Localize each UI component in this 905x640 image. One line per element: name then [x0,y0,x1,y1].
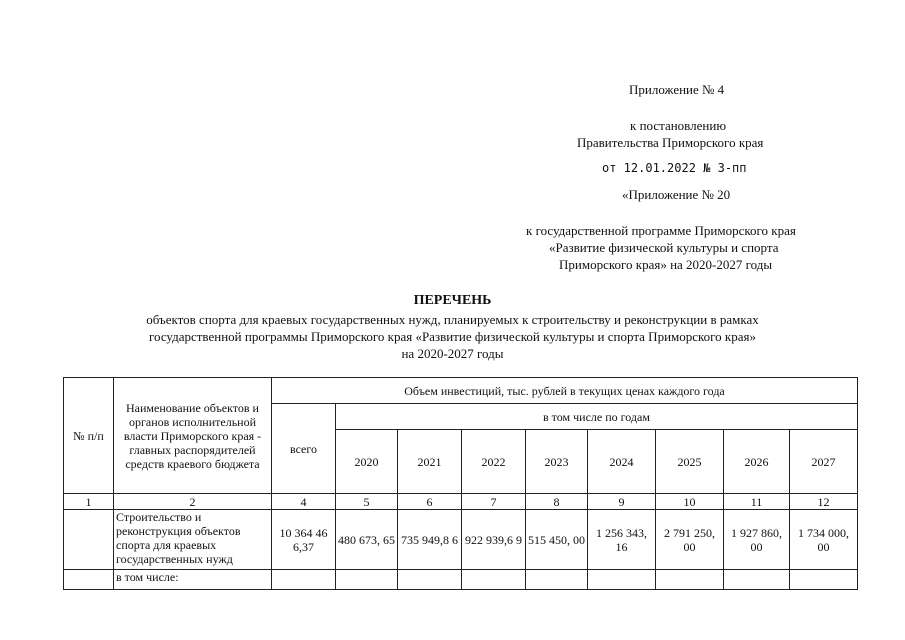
year-2023: 2023 [526,430,588,494]
year-2021: 2021 [398,430,462,494]
row-value-2020: 480 673, 65 [336,510,398,570]
document-subtitle-3: на 2020-2027 годы [401,346,504,361]
table-row [64,570,858,590]
empty-cell [398,570,462,590]
empty-cell [462,570,526,590]
year-2022: 2022 [462,430,526,494]
empty-cell [272,570,336,590]
col-number: 12 [790,494,858,510]
row-no [64,570,114,590]
row-value-2025: 2 791 250, 00 [656,510,724,570]
header-name: Наименование объектов и органов исполнительной власти Приморского края - главных распорядителей средств краевого бюджета [114,378,272,494]
row-value-2023: 515 450, 00 [526,510,588,570]
col-number: 4 [272,494,336,510]
document-subtitle-2: государственной программы Приморского края «Развитие физической культуры и спорта Приморского края» [148,329,756,344]
row-name: Строительство и реконструкция объектов спорта для краевых государственных нужд [114,510,272,570]
year-2026: 2026 [724,430,790,494]
empty-cell [790,570,858,590]
col-number: 2 [114,494,272,510]
government-label: Правительства Приморского края [577,135,764,150]
resolution-label: к постановлению [630,118,727,133]
row-name: в том числе: [114,570,272,590]
year-2024: 2024 [588,430,656,494]
col-number: 5 [336,494,398,510]
empty-cell [526,570,588,590]
col-number: 1 [64,494,114,510]
date-number: от 12.01.2022 № 3-пп [602,161,747,175]
empty-cell [588,570,656,590]
investment-table [63,377,858,590]
col-number: 11 [724,494,790,510]
col-number: 8 [526,494,588,510]
program-name-2: Приморского края» на 2020-2027 годы [559,257,773,272]
row-total: 10 364 46 6,37 [272,510,336,570]
col-number: 9 [588,494,656,510]
row-no [64,510,114,570]
program-name-1: «Развитие физической культуры и спорта [549,240,779,255]
appendix20-label: «Приложение № 20 [622,187,731,202]
header-by-years: в том числе по годам [336,404,858,430]
row-value-2027: 1 734 000, 00 [790,510,858,570]
appendix-label: Приложение № 4 [629,82,725,97]
row-value-2024: 1 256 343, 16 [588,510,656,570]
year-2020: 2020 [336,430,398,494]
table-row [64,510,858,570]
empty-cell [724,570,790,590]
col-number: 7 [462,494,526,510]
year-2025: 2025 [656,430,724,494]
col-number: 10 [656,494,724,510]
col-number: 6 [398,494,462,510]
document-title: ПЕРЕЧЕНЬ [413,293,492,308]
year-2027: 2027 [790,430,858,494]
document-subtitle-1: объектов спорта для краевых государственных нужд, планируемых к строительству и реконструкции в рамках [146,312,759,327]
program-label: к государственной программе Приморского края [526,223,796,238]
header-no: № п/п [64,378,114,494]
row-value-2021: 735 949,8 6 [398,510,462,570]
header-investment: Объем инвестиций, тыс. рублей в текущих ценах каждого года [272,378,858,404]
header-total: всего [272,404,336,494]
row-value-2026: 1 927 860, 00 [724,510,790,570]
empty-cell [656,570,724,590]
empty-cell [336,570,398,590]
row-value-2022: 922 939,6 9 [462,510,526,570]
